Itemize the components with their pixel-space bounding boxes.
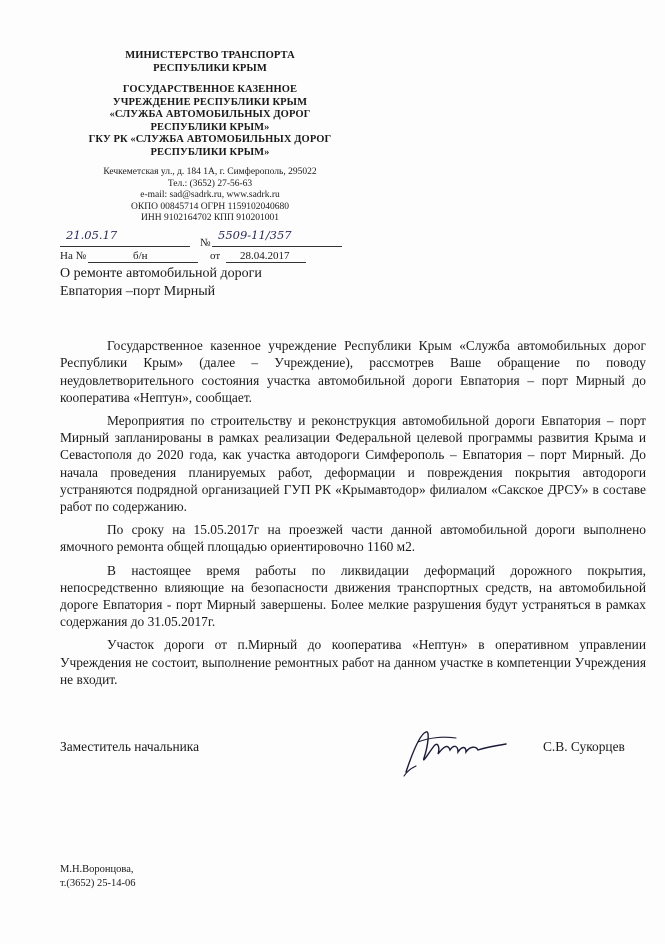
subject-line-1: О ремонте автомобильной дороги <box>60 266 262 281</box>
number-label: № <box>200 237 211 249</box>
address-line: Кечкеметская ул., д. 184 1А, г. Симферополь, 295022 <box>103 167 317 177</box>
executor-phone: т.(3652) 25-14-06 <box>60 878 136 889</box>
handwritten-number: 5509-11/357 <box>218 228 292 242</box>
paragraph-3: По сроку на 15.05.2017г на проезжей части данной автомобильной дороги выполнено ямочного ремонта общей площадью ориентировочно 1160 м2. <box>60 521 646 555</box>
okpo-line: ОКПО 00845714 ОГРН 1159102040680 <box>131 201 289 212</box>
ministry-line-1: МИНИСТЕРСТВО ТРАНСПОРТА <box>125 50 295 61</box>
ref-date-label: от <box>210 250 221 262</box>
ministry-line-2: РЕСПУБЛИКИ КРЫМ <box>153 62 267 74</box>
paragraph-4: В настоящее время работы по ликвидации деформаций дорожного покрытия, непосредственно влияющие на безопасности движения транспортных средств, на автомобильной дороге Евпатория - порт Мирный завершены. Более мелкие разрушения будут устраняться в рамках содержания до 31.05.2017г. <box>60 562 646 630</box>
paragraph-2: Мероприятия по строительству и реконструкция автомобильной дороги Евпатория – порт Мирный запланированы в рамках реализации Федеральной целевой программы развития Крыма и Севастополя до 2020 года, как участка автодороги Симферополь – Евпатория – порт Мирный. До начала проведения планируемых работ, деформации и повреждения покрытия автодороги устраняются подрядной организацией ГУП РК «Крымавтодор» филиалом «Сакское ДРСУ» в составе работ по содержанию. <box>60 412 646 515</box>
phone-line: Тел.: (3652) 27-56-63 <box>167 178 253 189</box>
subject <box>60 265 262 301</box>
paragraph-5: Участок дороги от п.Мирный до кооператива «Нептун» в оперативном управлении Учреждения не состоит, выполнение ремонтных работ на данном участке в компетенции Учреждения не входит. <box>60 637 646 687</box>
handwritten-date: 21.05.17 <box>66 228 118 242</box>
executor-info <box>60 863 136 891</box>
ref-number-label: На № <box>60 250 87 262</box>
date-underline <box>60 246 190 247</box>
org-line-1: ГОСУДАРСТВЕННОЕ КАЗЕННОЕ <box>122 84 298 95</box>
letterhead <box>60 50 360 225</box>
org-line-5: ГКУ РК «СЛУЖБА АВТОМОБИЛЬНЫХ ДОРОГ <box>88 134 332 145</box>
executor-name: М.Н.Воронцова, <box>60 864 134 875</box>
handwritten-signature <box>398 724 518 779</box>
signatory-title: Заместитель начальника <box>60 739 200 754</box>
email-line: e-mail: sad@sadrk.ru, www.sadrk.ru <box>140 190 280 201</box>
ref-number-underline <box>88 262 198 263</box>
org-line-3: «СЛУЖБА АВТОМОБИЛЬНЫХ ДОРОГ <box>109 109 311 120</box>
ref-date-underline <box>226 262 306 263</box>
ref-number-value: б/н <box>133 250 148 262</box>
ref-date-value: 28.04.2017 <box>240 250 290 262</box>
subject-line-2: Евпатория –порт Мирный <box>60 284 216 299</box>
paragraph-1: Государственное казенное учреждение Республики Крым «Служба автомобильных дорог Республики Крым» (далее – Учреждение), рассмотрев Ваше обращение по поводу неудовлетворительного состояния участка автомобильной дороги Евпатория – порт Мирный до кооператива «Нептун», сообщает. <box>60 338 646 405</box>
org-line-2: УЧРЕЖДЕНИЕ РЕСПУБЛИКИ КРЫМ <box>112 96 308 108</box>
org-line-6: РЕСПУБЛИКИ КРЫМ» <box>150 146 270 158</box>
signatory-name: С.В. Сукорцев <box>543 739 625 754</box>
org-line-4: РЕСПУБЛИКИ КРЫМ» <box>150 121 270 133</box>
inn-line: ИНН 9102164702 КПП 910201001 <box>140 213 279 224</box>
number-underline <box>212 246 342 247</box>
letter-body <box>60 337 646 694</box>
